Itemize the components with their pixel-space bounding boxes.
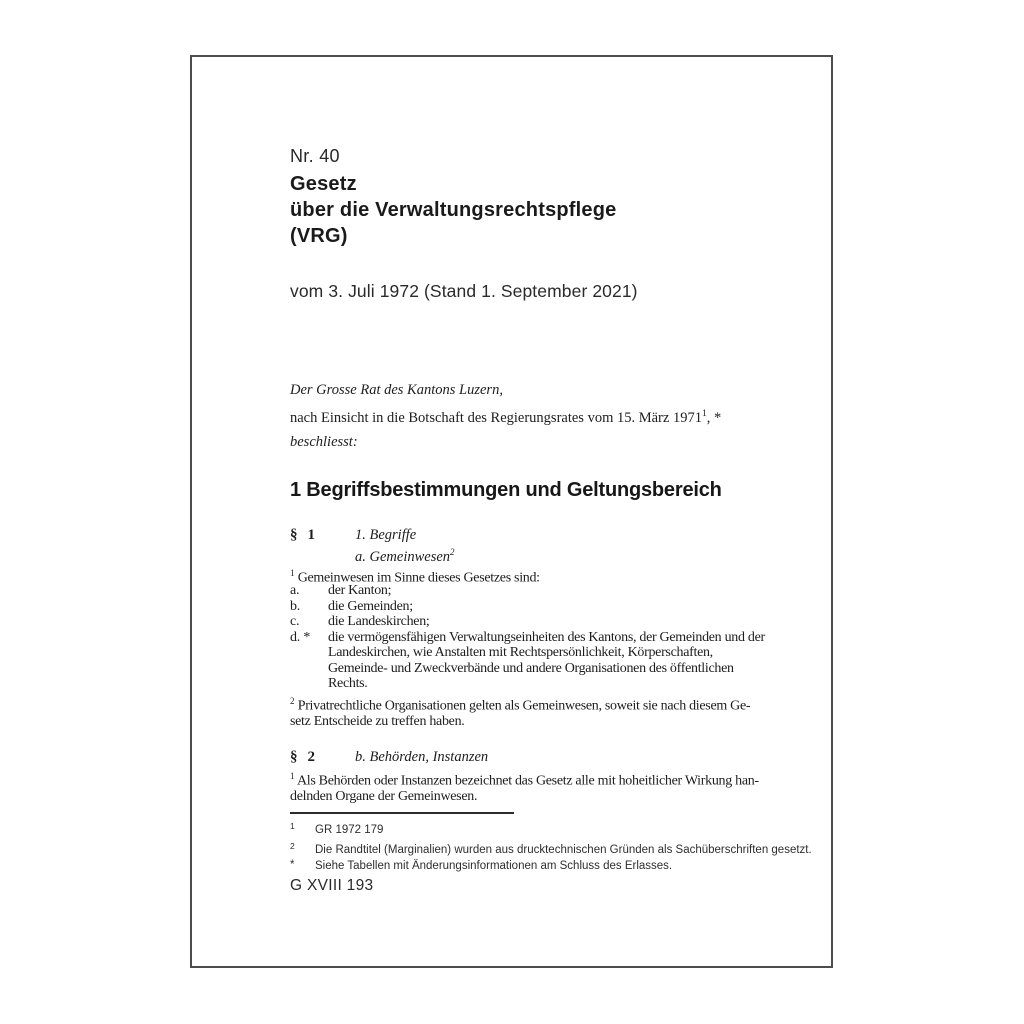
section-heading: 1 Begriffsbestimmungen und Geltungsbereich (290, 479, 722, 501)
footnote-1-marker: 1 (290, 821, 295, 831)
footnote-2-marker: 2 (290, 840, 295, 851)
list-item-b (290, 599, 413, 615)
article-2-marginal (355, 749, 488, 766)
article-1-marginal-line-1: 1. Begriffe (355, 527, 417, 543)
list-item-c-marker: c. (290, 614, 300, 629)
footnote-ref-2: 2 (450, 547, 455, 557)
par-marker-3: 1 (290, 771, 295, 781)
footnote-ref-1: 1 (701, 409, 707, 419)
list-item-d-line-3: Gemeinde- und Zweckverbände und andere Organisationen des öffentlichen (328, 660, 734, 676)
list-item-b-text: die Gemeinden; (328, 598, 413, 614)
article-1-head (290, 527, 455, 565)
article-2-marginal-line-1: b. Behörden, Instanzen (355, 749, 489, 765)
article-2-par-1-line-1-text: Als Behörden oder Instanzen bezeichnet das Gesetz alle mit hoheitlicher Wirkung han- (296, 773, 759, 789)
doc-title-line-1: Gesetz (290, 173, 357, 195)
article-2-symbol: § (290, 749, 298, 765)
article-1-symbol: § (290, 527, 298, 543)
preamble (290, 378, 721, 454)
list-item-a-text: der Kanton; (328, 583, 392, 598)
article-1-marginal-line-2 (355, 544, 455, 566)
doc-title-line-3: (VRG) (290, 225, 348, 247)
list-item-d-line-1: die vermögensfähigen Verwaltungseinheiten des Kantons, der Gemeinden und der (328, 629, 765, 645)
article-2-head (290, 749, 489, 766)
doc-identifier: G XVIII 193 (290, 877, 374, 894)
list-item-d-marker: d. * (290, 629, 311, 645)
article-1-marginal (355, 527, 455, 566)
footnote-1-text: GR 1972 179 (315, 824, 384, 836)
par-marker-2: 2 (290, 696, 295, 706)
article-1-par-2-line-1 (290, 694, 750, 714)
footnote-separator (290, 812, 514, 814)
doc-title-line-2: über die Verwaltungsrechtspflege (290, 199, 617, 221)
list-item-d-line-2: Landeskirchen, wie Anstalten mit Rechtspersönlichkeit, Körperschaften, (328, 645, 713, 660)
footnote-star-text: Siehe Tabellen mit Änderungsinformationen am Schluss des Erlasses. (315, 860, 673, 872)
doc-title (290, 171, 617, 249)
article-1-par-2-line-1-text: Privatrechtliche Organisationen gelten als Gemeinwesen, soweit sie nach diesem Ge- (297, 698, 751, 714)
footnote-2-text: Die Randtitel (Marginalien) wurden aus drucktechnischen Gründen als Sachüberschriften gesetzt. (315, 843, 812, 856)
footnotes (290, 819, 812, 875)
list-item-d (290, 630, 765, 692)
footnote-1 (290, 819, 812, 839)
article-2-par-1 (290, 769, 759, 805)
footnote-2 (290, 839, 812, 859)
doc-number: Nr. 40 (290, 146, 340, 166)
document-page (190, 55, 833, 968)
doc-date-line: vom 3. Juli 1972 (Stand 1. September 2021) (290, 281, 638, 301)
preamble-actor: Der Grosse Rat des Kantons Luzern, (290, 382, 503, 398)
article-2-par-1-line-2: delnden Organe der Gemeinwesen. (290, 789, 478, 805)
par-marker-1: 1 (290, 568, 295, 578)
list-item-c (290, 614, 430, 630)
list-item-a (290, 583, 391, 599)
footnote-star-marker: * (290, 859, 295, 871)
article-1-number: 1 (307, 527, 315, 543)
preamble-consideration-text: nach Einsicht in die Botschaft des Regierungsrates vom 15. März 1971 (290, 409, 702, 426)
list-item-b-marker: b. (290, 598, 301, 614)
list-item-a-marker: a. (290, 583, 300, 598)
list-item-c-text: die Landeskirchen; (328, 614, 430, 629)
article-1-par-2-line-2: setz Entscheide zu treffen haben. (290, 714, 465, 730)
article-2-par-1-line-1 (290, 769, 759, 789)
preamble-consideration-suffix: , * (706, 409, 722, 426)
list-item-d-line-4: Rechts. (328, 676, 368, 691)
article-1-par-2 (290, 694, 750, 730)
article-1-par-1-text: Gemeinwesen im Sinne dieses Gesetzes sind: (297, 570, 540, 586)
article-2-number: 2 (307, 749, 315, 765)
article-1-marginal-line-2-text: a. Gemeinwesen (355, 548, 451, 565)
footnote-star (290, 858, 812, 875)
preamble-consideration (290, 402, 721, 430)
preamble-resolution: beschliesst: (290, 433, 358, 450)
